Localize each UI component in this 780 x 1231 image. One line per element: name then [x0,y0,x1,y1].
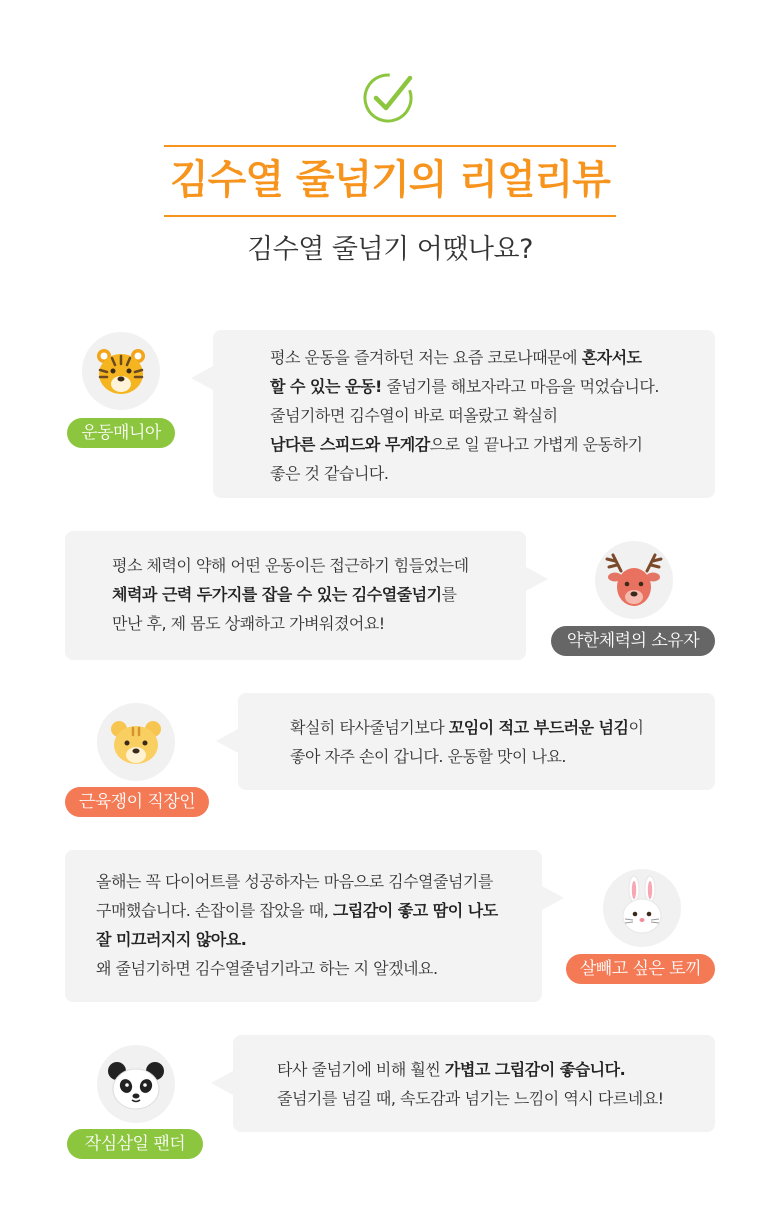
review-highlight-text: 체력과 근력 두가지를 잡을 수 있는 김수열줄넘기 [112,585,442,604]
review-highlight-text: 혼자서도 [581,348,642,367]
review-text [112,551,526,638]
review-line [112,580,526,609]
review-text-segment: 줄넘기하면 김수열이 바로 떠올랐고 확실히 [270,406,558,425]
review-highlight-text: 가볍고 그립감이 좋습니다. [444,1060,626,1079]
review-text [96,867,542,983]
review-text-segment: 좋은 것 같습니다. [270,464,389,483]
review-line [290,742,715,771]
review-highlight-text: 할 수 있는 운동! [270,377,382,396]
review-text-segment: 평소 체력이 약해 어떤 운동이든 접근하기 힘들었는데 [112,556,469,575]
review-line [277,1055,715,1084]
reviewer-badge: 근육쟁이 직장인 [65,787,209,817]
panda-avatar [97,1045,175,1123]
review-line [270,343,715,372]
cat-icon [97,703,175,781]
tiger-icon [82,332,160,410]
review-text-segment: 줄넘기를 해보자라고 마음을 먹었습니다. [381,377,659,396]
review-bubble [238,693,715,790]
review-bubble [233,1035,715,1132]
review-bubble [65,531,526,660]
review-text-segment: 으로 일 끝나고 가볍게 운동하기 [429,435,643,454]
reviewer-badge: 살빼고 싶은 토끼 [566,954,715,984]
review-text-segment: 좋아 자주 손이 갑니다. 운동할 맛이 나요. [290,747,566,766]
reviewer-badge: 작심삼일 팬더 [67,1129,203,1159]
review-line [290,713,715,742]
rabbit-avatar [603,869,681,947]
review-text [277,1055,715,1113]
deer-avatar [595,541,673,619]
review-line [96,925,542,954]
review-text [290,713,715,771]
reviewer-badge: 약한체력의 소유자 [551,626,715,656]
review-line [270,372,715,401]
review-highlight-text: 그립감이 좋고 땀이 나도 [332,901,498,920]
title-top-divider [164,145,616,147]
review-line [270,459,715,488]
review-line [270,401,715,430]
review-text-segment: 줄넘기를 넘길 때, 속도감과 넘기는 느낌이 역시 다르네요! [277,1089,664,1108]
panda-icon [97,1045,175,1123]
review-line [112,551,526,580]
review-text-segment: 왜 줄넘기하면 김수열줄넘기라고 하는 지 알겠네요. [96,959,438,978]
review-bubble [213,330,715,498]
review-text-segment: 올해는 꼭 다이어트를 성공하자는 마음으로 김수열줄넘기를 [96,872,493,891]
review-text-segment: 이 [628,718,644,737]
page-subtitle: 김수열 줄넘기 어땠나요? [247,234,533,265]
review-line [112,609,526,638]
review-highlight-text: 꼬임이 적고 부드러운 넘김 [448,718,629,737]
review-text [270,343,715,488]
deer-icon [595,541,673,619]
page-title: 김수열 줄넘기의 리얼리뷰 [170,157,610,203]
review-text-segment: 평소 운동을 즐겨하던 저는 요즘 코로나때문에 [270,348,582,367]
review-line [270,430,715,459]
title-bottom-divider [164,215,616,217]
review-line [96,896,542,925]
cat-avatar [97,703,175,781]
review-line [96,867,542,896]
review-text-segment: 를 [441,585,457,604]
review-text-segment: 타사 줄넘기에 비해 훨씬 [277,1060,445,1079]
rabbit-icon [603,869,681,947]
review-highlight-text: 잘 미끄러지지 않아요. [96,930,247,949]
check-circle-icon [362,68,418,124]
review-line [96,954,542,983]
review-line [277,1084,715,1113]
review-text-segment: 확실히 타사줄넘기보다 [290,718,449,737]
review-text-segment: 만난 후, 제 몸도 상쾌하고 가벼워졌어요! [112,614,385,633]
tiger-avatar [82,332,160,410]
review-bubble [65,850,542,1002]
review-highlight-text: 남다른 스피드와 무게감 [270,435,430,454]
reviewer-badge: 운동매니아 [67,418,175,448]
review-text-segment: 구매했습니다. 손잡이를 잡았을 때, [96,901,333,920]
